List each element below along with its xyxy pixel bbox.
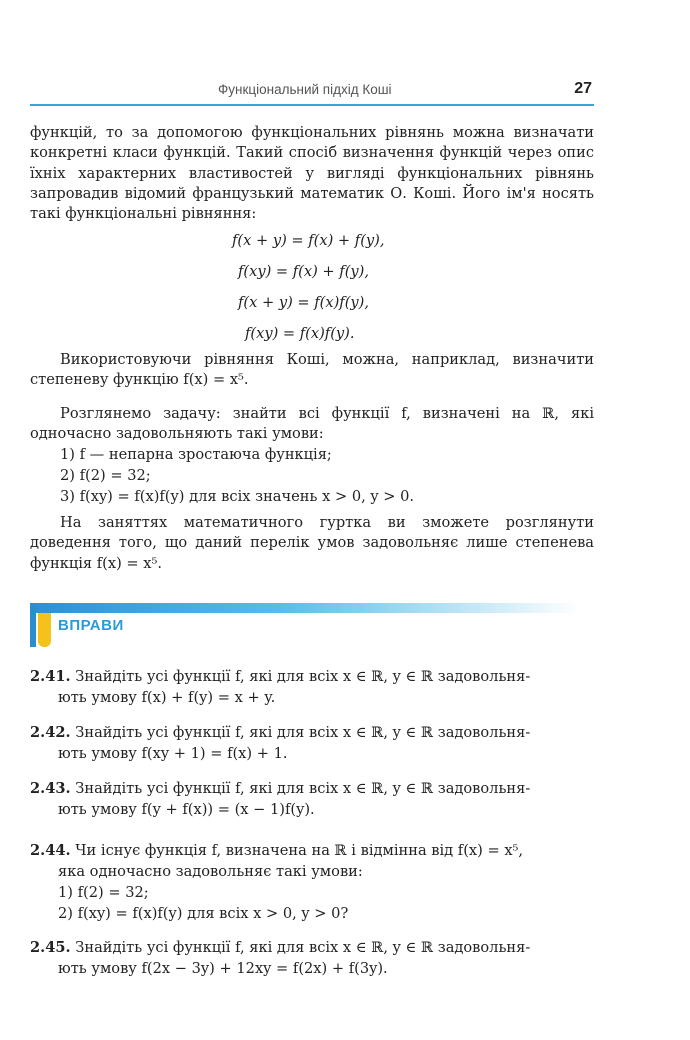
exercise-2-42: 2.42. Знайдіть усі функції f, які для всіх x ∈ ℝ, y ∈ ℝ задовольня- ють умову f(xy + 1) = f(x) + 1. [30,724,531,762]
banner-stripe [30,603,580,613]
equation-3: f(x + y) = f(x)f(y), [238,294,369,311]
section-title: ВПРАВИ [58,617,124,634]
paragraph-2: Використовуючи рівняння Коші, можна, наприклад, визначити степеневу функцію f(x) = x⁵. [30,351,594,389]
page-header [30,78,594,106]
exercise-2-44: 2.44. Чи існує функція f, визначена на ℝ і відмінна від f(x) = x⁵, яка одночасно задовольняє такі умови: 1) f(2) = 32; 2) f(xy) = f(x)f(y) для всіх x > 0, y > 0? [30,840,594,924]
running-title: Функціональний підхід Коші [218,82,392,97]
intro-paragraph: функцій, то за допомогою функціональних рівнянь можна визначати конкретні класи функцій. Такий спосіб визначення функцій через опис їхніх характерних властивостей у вигляді функціональних рівнянь запровадив відомий французький математик О. Коші. Його ім'я носять такі функціональні рівняння: [30,124,594,223]
bookmark-icon [38,613,51,647]
paragraph-3: Розглянемо задачу: знайти всі функції f, визначені на ℝ, які одночасно задовольняють такі умови: [30,405,594,443]
equation-1: f(x + y) = f(x) + f(y), [232,232,385,249]
exercise-2-44-cond-1: 1) f(2) = 32; [58,884,149,901]
exercise-2-44-cond-2: 2) f(xy) = f(x)f(y) для всіх x > 0, y > 0? [58,905,349,922]
condition-1: 1) f — непарна зростаюча функція; [60,446,332,463]
condition-3: 3) f(xy) = f(x)f(y) для всіх значень x > 0, y > 0. [60,488,415,505]
banner-bar [30,603,36,647]
exercise-2-43: 2.43. Знайдіть усі функції f, які для всіх x ∈ ℝ, y ∈ ℝ задовольня- ють умову f(y + f(x)) = (x − 1)f(y). [30,780,531,818]
condition-2: 2) f(2) = 32; [60,467,151,484]
section-banner [30,603,580,647]
page-number: 27 [574,80,592,97]
equation-2: f(xy) = f(x) + f(y), [238,263,369,280]
paragraph-4: На заняттях математичного гуртка ви зможете розглянути доведення того, що даний перелік умов задовольняє лише степенева функція f(x) = x⁵. [30,514,594,572]
exercise-2-45: 2.45. Знайдіть усі функції f, які для всіх x ∈ ℝ, y ∈ ℝ задовольня- ють умову f(2x − 3y) + 12xy = f(2x) + f(3y). [30,939,531,977]
header-rule [30,104,594,106]
equation-4: f(xy) = f(x)f(y). [245,325,355,342]
exercise-2-41: 2.41. Знайдіть усі функції f, які для всіх x ∈ ℝ, y ∈ ℝ задовольня- ють умову f(x) + f(y) = x + y. [30,668,531,706]
